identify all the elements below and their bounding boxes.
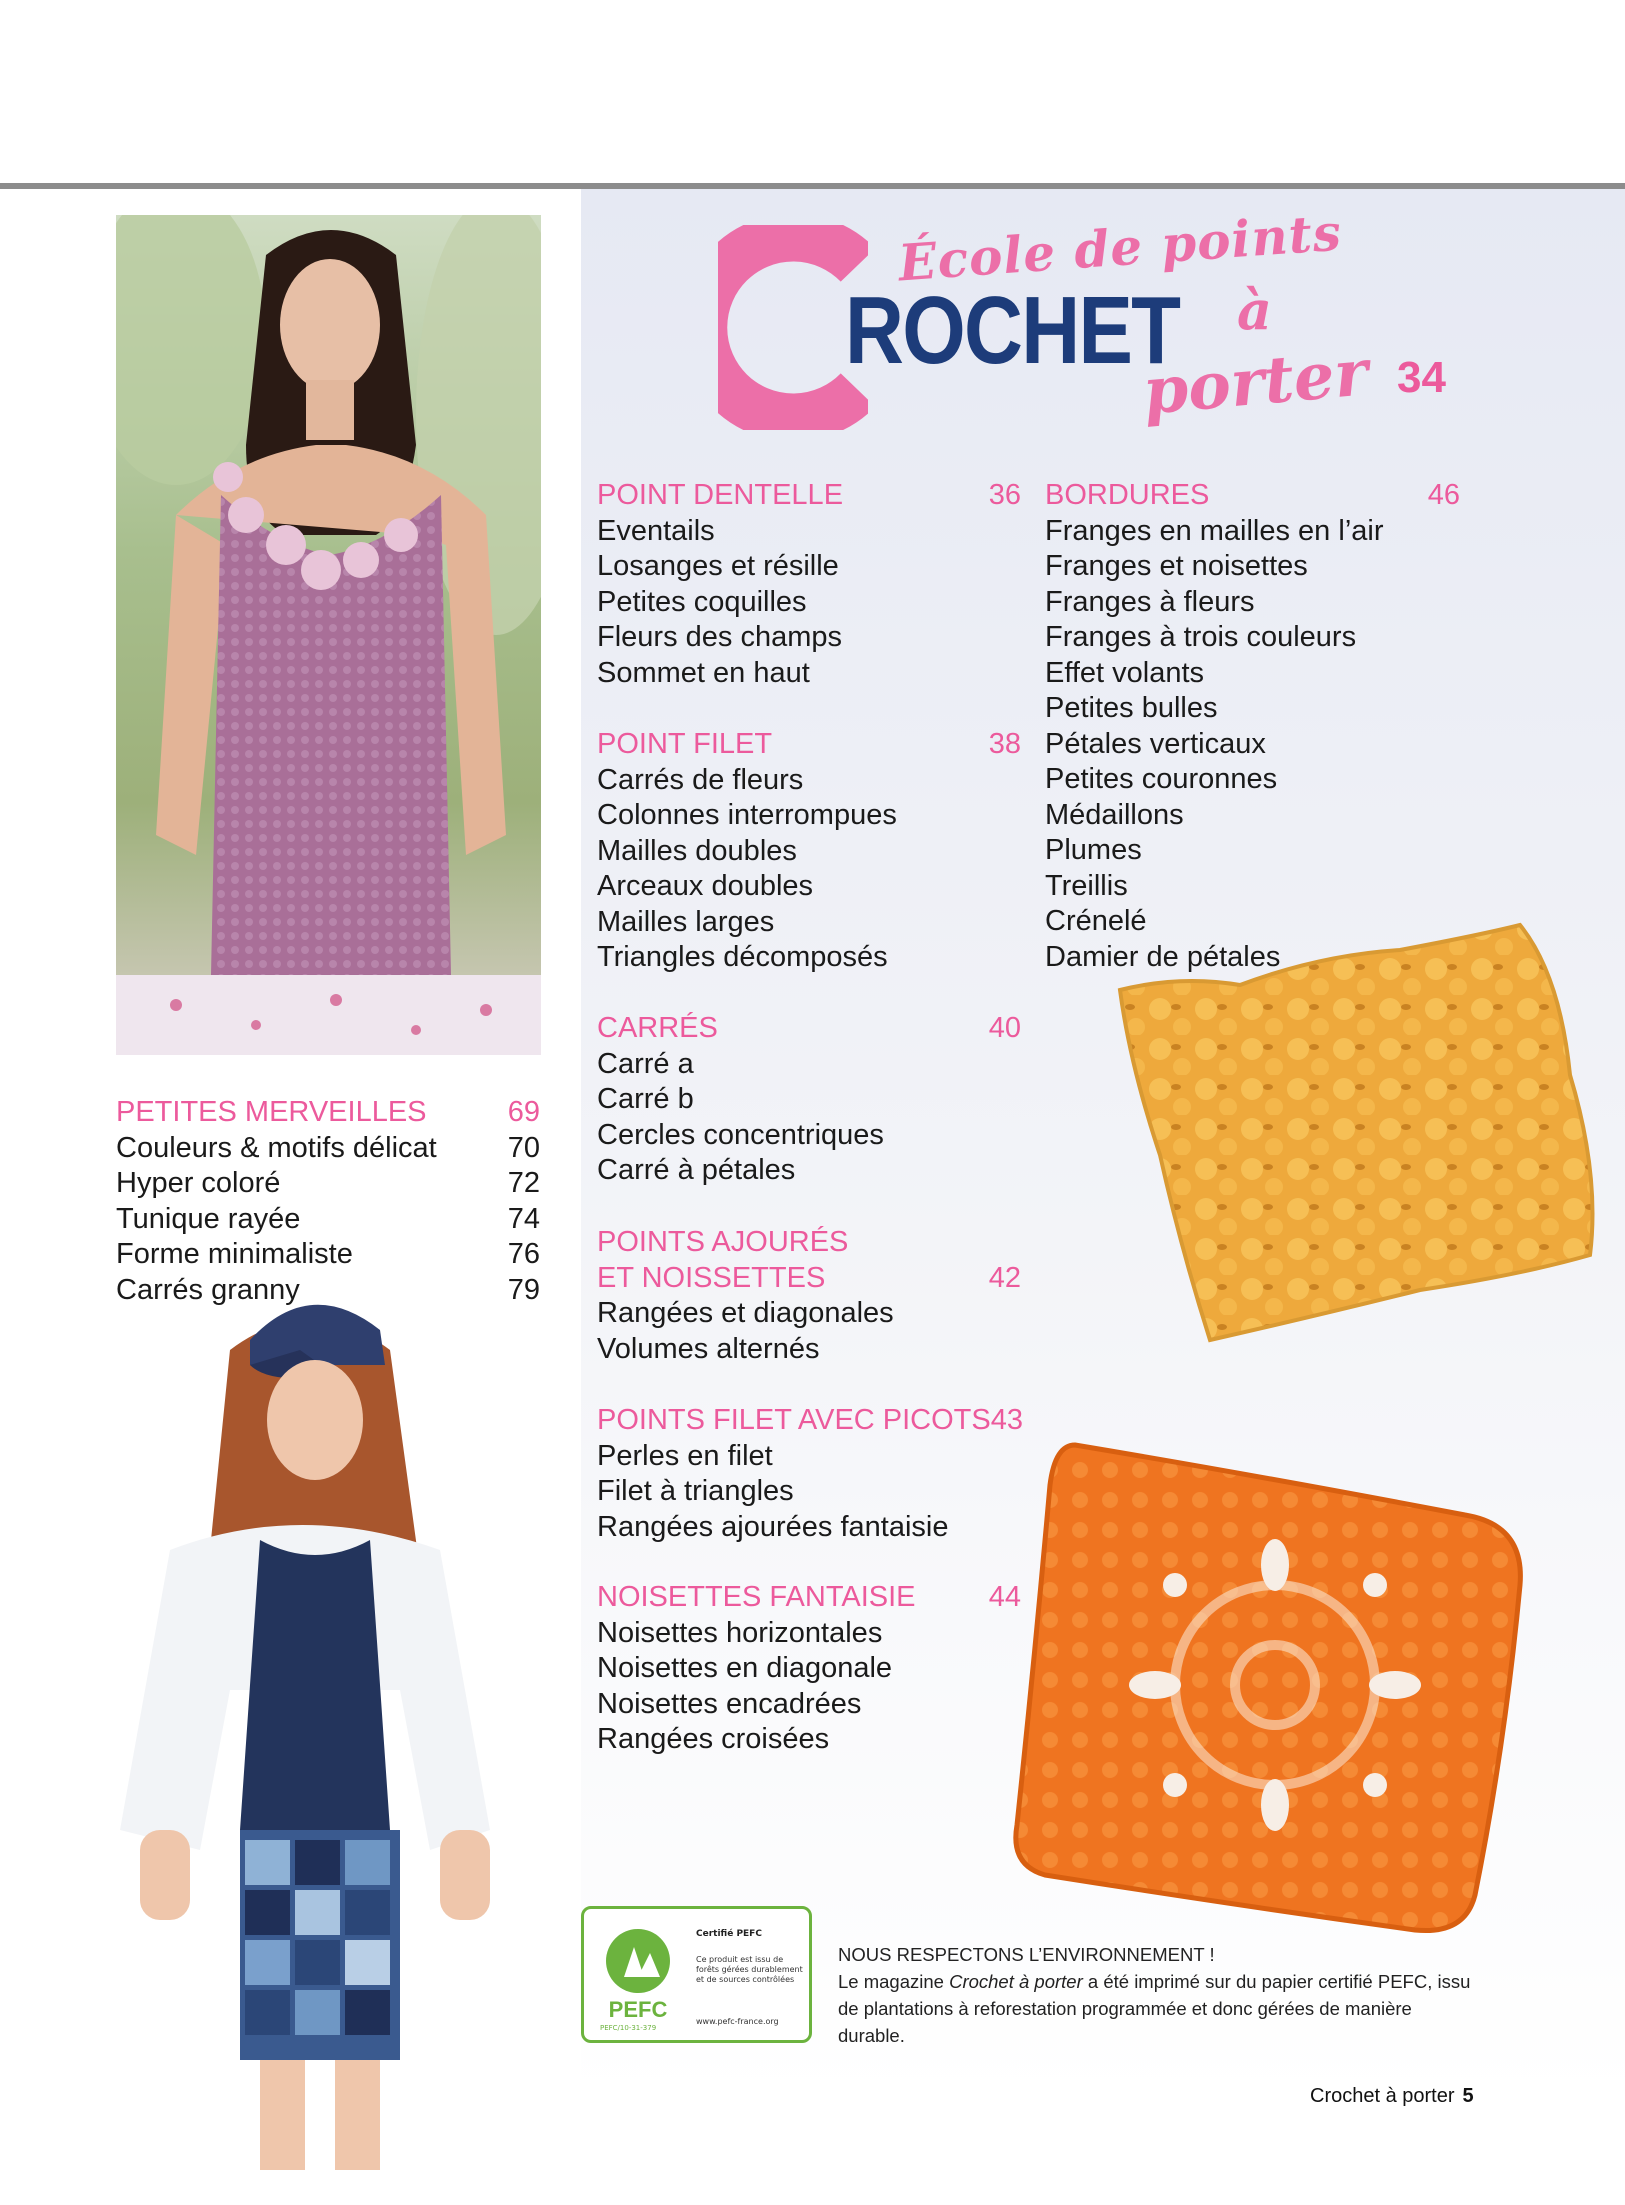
pefc-code: PEFC/10-31-379 <box>600 2024 657 2032</box>
toc-item[interactable]: Petites coquilles <box>597 585 807 618</box>
toc-item[interactable]: Carrés granny 79 <box>116 1273 540 1309</box>
pefc-certified-label: Certifié PEFC <box>696 1929 762 1939</box>
section-title[interactable]: POINTS FILET AVEC PICOTS 43 <box>597 1403 1021 1439</box>
section-title[interactable]: CARRÉS 40 <box>597 1011 1021 1047</box>
toc-item[interactable]: Treillis <box>1045 869 1128 902</box>
toc-item[interactable]: Franges en mailles en l’air <box>1045 514 1384 547</box>
toc-item[interactable]: Pétales verticaux <box>1045 727 1266 760</box>
toc-item[interactable]: Rangées ajourées fantaisie <box>597 1510 949 1543</box>
toc-section-point-filet <box>597 727 1021 976</box>
toc-item[interactable]: Damier de pétales <box>1045 940 1281 973</box>
section-page: 69 <box>507 1096 540 1128</box>
environment-heading: NOUS RESPECTONS L’ENVIRONNEMENT ! <box>838 1944 1215 1965</box>
item-page: 72 <box>507 1167 540 1199</box>
toc-item[interactable]: Petites bulles <box>1045 692 1218 724</box>
toc-item[interactable]: Tunique rayée 74 <box>116 1202 540 1238</box>
toc-item[interactable]: Crénelé <box>1045 905 1147 937</box>
toc-section-points-filet-picots <box>597 1403 1024 1545</box>
item-page: 76 <box>507 1238 540 1270</box>
toc-section-point-dentelle <box>597 478 1021 691</box>
toc-item[interactable]: Carrés de fleurs <box>597 763 804 796</box>
toc-section-points-ajoures <box>597 1225 1021 1367</box>
toc-section-petites-merveilles <box>116 1095 540 1308</box>
toc-item[interactable]: Rangées et diagonales <box>597 1297 894 1329</box>
toc-item[interactable]: Triangles décomposés <box>597 941 888 973</box>
toc-item[interactable]: Hyper coloré 72 <box>116 1166 540 1202</box>
toc-item[interactable]: Noisettes en diagonale <box>597 1652 893 1684</box>
toc-item[interactable]: Filet à triangles <box>597 1475 794 1507</box>
toc-item[interactable]: Perles en filet <box>597 1439 773 1472</box>
toc-item[interactable]: Cercles concentriques <box>597 1118 884 1151</box>
pefc-logo-text: PEFC <box>608 1997 668 2022</box>
page-footer <box>1310 2085 1474 2108</box>
toc-section-bordures <box>1045 478 1460 975</box>
toc-item[interactable]: Carré b <box>597 1083 694 1115</box>
logo-page-number: 34 <box>1397 353 1446 402</box>
toc-item[interactable]: Franges à trois couleurs <box>1045 621 1357 653</box>
toc-item[interactable]: Eventails <box>597 514 715 547</box>
photo-granny-square-skirt <box>100 1270 520 2170</box>
toc-item[interactable]: Plumes <box>1045 834 1142 866</box>
toc-item[interactable]: Médaillons <box>1045 798 1184 831</box>
toc-item[interactable]: Franges et noisettes <box>1045 550 1308 582</box>
section-title[interactable]: ET NOISSETTES 42 <box>597 1261 1021 1297</box>
toc-section-carres <box>597 1011 1021 1189</box>
footer-title: Crochet à porter <box>1310 2085 1455 2107</box>
toc-item[interactable]: Carré à pétales <box>597 1154 796 1186</box>
section-page: 38 <box>988 728 1021 760</box>
item-page: 70 <box>507 1131 540 1164</box>
section-page: 44 <box>988 1581 1021 1613</box>
toc-item[interactable]: Noisettes encadrées <box>597 1687 862 1720</box>
toc-section-noisettes-fantaisie <box>597 1580 1021 1758</box>
toc-item[interactable]: Sommet en haut <box>597 656 810 689</box>
pefc-tree-logo-icon <box>596 1925 680 2031</box>
section-page: 42 <box>988 1261 1021 1294</box>
toc-item[interactable]: Mailles larges <box>597 905 775 938</box>
section-title[interactable]: PETITES MERVEILLES 69 <box>116 1095 540 1131</box>
toc-item[interactable]: Effet volants <box>1045 656 1205 689</box>
toc-item[interactable]: Petites couronnes <box>1045 763 1278 795</box>
section-title-line1[interactable]: POINTS AJOURÉS <box>597 1226 849 1258</box>
logo-porter: porter <box>1140 335 1371 430</box>
environment-text: Le magazine Crochet à porter a été imprimé sur du papier certifié PEFC, issu de plantations à reforestation programmée et donc gérées de manière durable. <box>838 1971 1471 2046</box>
logo-ecole-de-points: École de points <box>896 202 1344 293</box>
logo-rochet: ROCHET <box>845 277 1180 384</box>
toc-item[interactable]: Forme minimaliste 76 <box>116 1237 540 1273</box>
toc-item[interactable]: Carré a <box>597 1047 694 1080</box>
section-title[interactable]: BORDURES 46 <box>1045 478 1460 514</box>
logo-a: à <box>1237 278 1272 342</box>
pefc-product-text: Ce produit est issu de forêts gérées durablement et de sources contrôlées <box>696 1955 803 1984</box>
photo-lilac-crochet-top <box>116 215 541 1055</box>
toc-item[interactable]: Losanges et résille <box>597 550 839 582</box>
toc-item[interactable]: Colonnes interrompues <box>597 799 897 831</box>
section-title[interactable]: NOISETTES FANTAISIE 44 <box>597 1580 1021 1616</box>
toc-item[interactable]: Rangées croisées <box>597 1723 830 1755</box>
section-page: 40 <box>988 1012 1021 1044</box>
section-title[interactable]: POINT DENTELLE 36 <box>597 478 1021 514</box>
toc-item[interactable]: Couleurs & motifs délicat 70 <box>116 1131 540 1167</box>
environment-notice <box>838 1941 1478 2049</box>
item-page: 79 <box>507 1273 540 1306</box>
toc-item[interactable]: Mailles doubles <box>597 834 797 867</box>
yellow-crochet-swatch <box>1100 915 1610 1355</box>
toc-item[interactable]: Fleurs des champs <box>597 621 842 653</box>
toc-item[interactable]: Franges à fleurs <box>1045 585 1255 618</box>
section-page: 46 <box>1427 479 1460 511</box>
section-title[interactable]: POINT FILET 38 <box>597 727 1021 763</box>
orange-granny-square-swatch <box>1005 1425 1565 1945</box>
magazine-name: Crochet à porter <box>949 1971 1083 1992</box>
pefc-certification-box <box>581 1906 812 2043</box>
section-page: 43 <box>990 1404 1024 1436</box>
pefc-website[interactable]: www.pefc-france.org <box>696 2017 779 2026</box>
item-page: 74 <box>507 1202 540 1235</box>
toc-item[interactable]: Noisettes horizontales <box>597 1616 883 1649</box>
toc-item[interactable]: Volumes alternés <box>597 1332 820 1365</box>
section-page: 36 <box>988 479 1021 511</box>
footer-page-number: 5 <box>1462 2085 1474 2107</box>
toc-item[interactable]: Arceaux doubles <box>597 870 814 902</box>
